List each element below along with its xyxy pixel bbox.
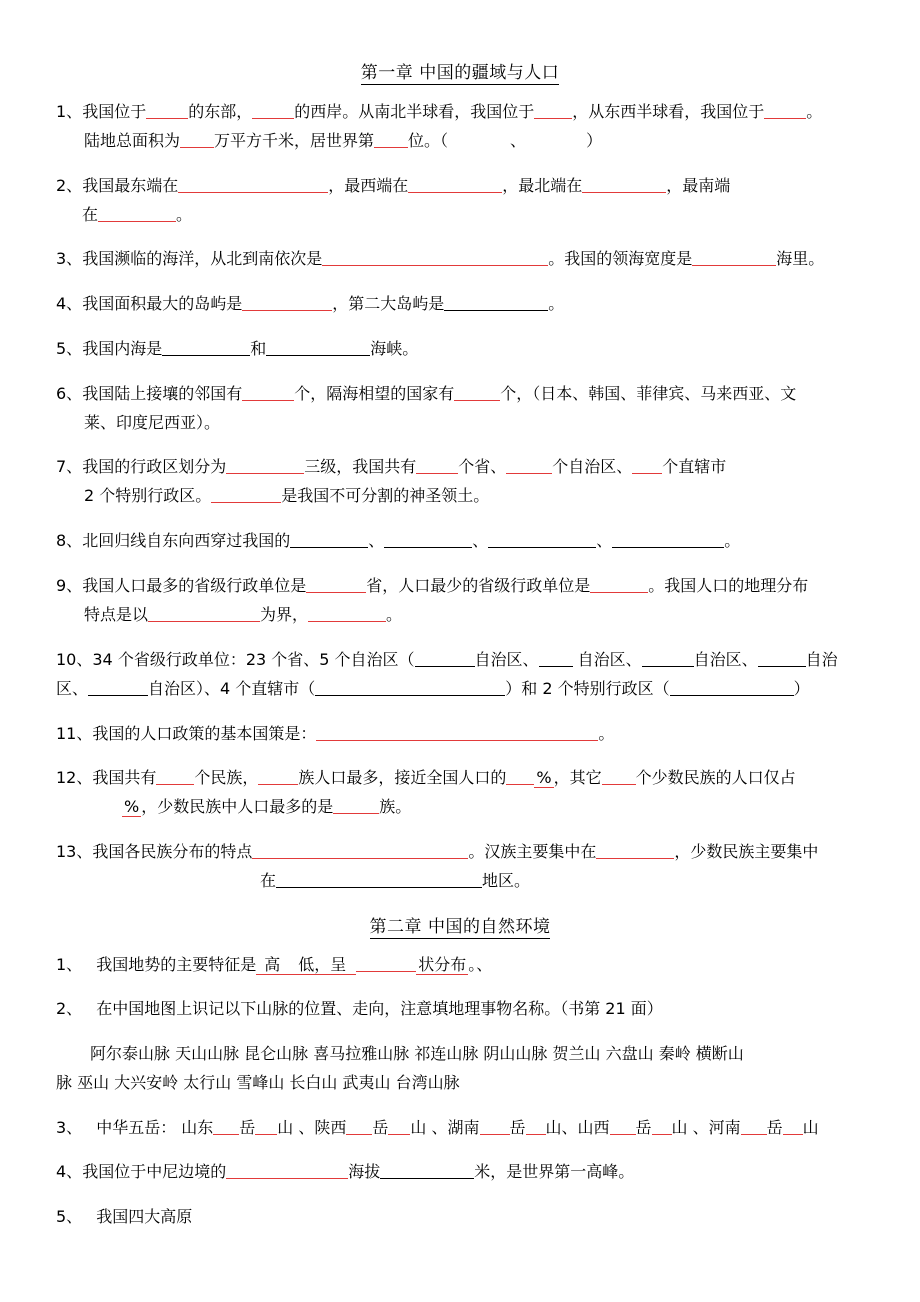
chapter-2-question-5: 5、 我国四大高原 — [56, 1207, 193, 1226]
question-11: 11、我国的人口政策的基本国策是： 。 — [56, 724, 615, 743]
chapter-1-title: 第一章 中国的疆域与人口 — [360, 63, 560, 83]
chapter-2-question-2: 2、 在中国地图上识记以下山脉的位置、走向，注意填地理事物名称。（书第 21 面） — [56, 999, 663, 1018]
question-7-line-2: 2 个特别行政区。 是我国不可分割的神圣领土。 — [84, 486, 490, 505]
question-12-line-2: % ，少数民族中人口最多的是 族。 — [124, 797, 412, 816]
question-1-line-1: 1、我国位于 的东部， 的西岸。从南北半球看，我国位于 ，从东西半球看，我国位于 。 — [56, 102, 823, 121]
question-10-line-1: 10、34 个省级行政单位：23 个省、5 个自治区（ 自治区、 自治区、 自治区、 自治 — [56, 650, 838, 669]
mountain-list-line-2: 脉 巫山 大兴安岭 太行山 雪峰山 长白山 武夷山 台湾山脉 — [56, 1073, 460, 1092]
question-13-line-1: 13、我国各民族分布的特点 。汉族主要集中在 ，少数民族主要集中 — [56, 842, 819, 861]
question-13-line-2: 在 地区。 — [260, 871, 531, 890]
question-9-line-1: 9、我国人口最多的省级行政单位是 省，人口最少的省级行政单位是 。我国人口的地理分布 — [56, 576, 809, 595]
question-8: 8、北回归线自东向西穿过我国的 、 、 、 。 — [56, 531, 741, 550]
question-6-line-1: 6、我国陆上接壤的邻国有 个，隔海相望的国家有 个，（日本、韩国、菲律宾、马来西亚、文 — [56, 384, 797, 403]
question-12-line-1: 12、我国共有 个民族， 族人口最多，接近全国人口的 % ，其它 个少数民族的人口仅占 — [56, 768, 796, 787]
chapter-2-title: 第二章 中国的自然环境 — [369, 917, 551, 937]
mountain-list-line-1: 阿尔泰山脉 天山山脉 昆仑山脉 喜马拉雅山脉 祁连山脉 阴山山脉 贺兰山 六盘山 秦岭 横断山 — [90, 1044, 744, 1063]
question-3: 3、我国濒临的海洋，从北到南依次是 。我国的领海宽度是 海里。 — [56, 249, 825, 268]
question-2-line-1: 2、我国最东端在 ，最西端在 ，最北端在 ，最南端 — [56, 176, 731, 195]
question-7-line-1: 7、我国的行政区划分为 三级，我国共有 个省、 个自治区、 个直辖市 — [56, 457, 727, 476]
question-6-line-2: 莱、印度尼西亚）。 — [84, 413, 221, 432]
chapter-2-question-3: 3、 中华五岳： 山东 岳 山 、陕西 岳 山 、湖南 岳 山、山西 岳 山 、河南 岳 山 — [56, 1118, 819, 1137]
question-5: 5、我国内海是 和 海峡。 — [56, 339, 419, 358]
question-10-line-2: 区、 自治区）、4 个直辖市（ ）和 2 个特别行政区（ ） — [56, 679, 810, 698]
question-2-line-2: 在 。 — [82, 205, 193, 224]
chapter-2-question-1: 1、 我国地势的主要特征是 高 低，呈 状分布 。、 — [56, 955, 493, 974]
question-1-line-2: 陆地总面积为 万平方千米，居世界第 位。（ 、 ） — [84, 131, 603, 150]
chapter-2-question-4: 4、我国位于中尼边境的 海拔 米，是世界第一高峰。 — [56, 1162, 635, 1181]
question-9-line-2: 特点是以 为界， 。 — [84, 605, 403, 624]
question-4: 4、我国面积最大的岛屿是 ，第二大岛屿是 。 — [56, 294, 565, 313]
